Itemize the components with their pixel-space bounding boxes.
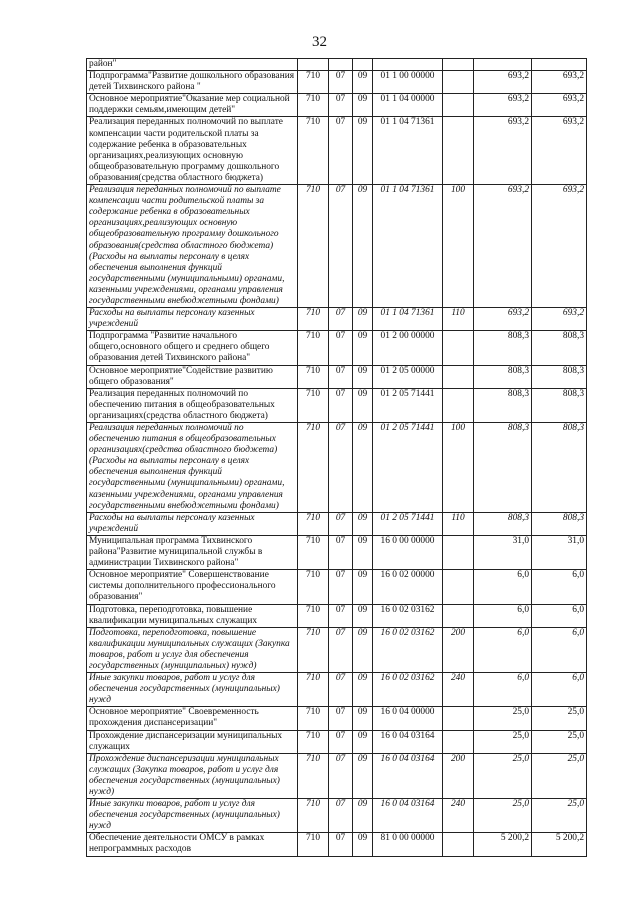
row-expense-type-cell: [443, 535, 474, 569]
row-name-cell: Подпрограмма "Развитие начального общего,основного общего и среднего общего образования детей Тихвинского района": [87, 331, 298, 365]
row-expense-type-cell: 110: [443, 308, 474, 331]
row-expense-type-cell: [443, 388, 474, 422]
row-name-cell: Реализация переданных полномочий по выплате компенсации части родительской платы за содержание ребенка в образовательных организациях,реализующих основную общеобразовательную программу дошкольного образования(средства областного бюджета): [87, 117, 298, 185]
row-name-cell: Реализация переданных полномочий по выплате компенсации части родительской платы за содержание ребенка в образовательных организациях,реализующих основную общеобразовательную программу дошкольного образования(средства областного бюджета) (Расходы на выплаты персоналу в целях обеспечения выполнения функций государственными (муниципальными) органами, казенными учреждениями, органами управления государственными внебюджетными фондами): [87, 185, 298, 308]
row-sum2-cell: 808,3: [532, 365, 587, 388]
row-glava-cell: 710: [298, 423, 329, 513]
row-name-cell: Основное мероприятие" Своевременность прохождения диспансеризации": [87, 707, 298, 730]
row-sum2-cell: 693,2: [532, 71, 587, 94]
row-name-cell: Подготовка, переподготовка, повышение квалификации муниципальных служащих: [87, 604, 298, 627]
table-row: [87, 512, 587, 535]
row-subsection-cell: 09: [353, 753, 373, 798]
row-section-cell: 07: [329, 423, 353, 513]
row-sum-cell: 693,2: [474, 71, 532, 94]
row-target-article-cell: 16 0 04 03164: [373, 799, 443, 833]
row-target-article-cell: 16 0 04 03164: [373, 753, 443, 798]
table-row: [87, 365, 587, 388]
table-row: [87, 331, 587, 365]
row-sum-cell: 5 200,2: [474, 833, 532, 856]
row-name-cell: Основное мероприятие" Совершенствование системы дополнительного профессионального образования": [87, 570, 298, 604]
row-expense-type-cell: 200: [443, 753, 474, 798]
row-sum-cell: 25,0: [474, 799, 532, 833]
row-glava-cell: 710: [298, 388, 329, 422]
row-glava-cell: 710: [298, 673, 329, 707]
row-sum2-cell: 693,2: [532, 117, 587, 185]
budget-table: [86, 58, 587, 857]
row-sum-cell: 808,3: [474, 365, 532, 388]
row-section-cell: 07: [329, 570, 353, 604]
row-sum2-cell: 25,0: [532, 730, 587, 753]
row-glava-cell: 710: [298, 117, 329, 185]
row-section-cell: 07: [329, 308, 353, 331]
row-glava-cell: 710: [298, 535, 329, 569]
row-name-cell: Основное мероприятие"Содействие развитию общего образования": [87, 365, 298, 388]
table-body: [87, 59, 587, 857]
row-name-cell: Обеспечение деятельности ОМСУ в рамках непрограммных расходов: [87, 833, 298, 856]
row-sum2-cell: 25,0: [532, 753, 587, 798]
row-section-cell: 07: [329, 707, 353, 730]
row-section-cell: 07: [329, 799, 353, 833]
row-sum-cell: 808,3: [474, 423, 532, 513]
row-name-cell: Расходы на выплаты персоналу казенных учреждений: [87, 512, 298, 535]
row-section-cell: 07: [329, 730, 353, 753]
row-section-cell: [329, 59, 353, 71]
row-expense-type-cell: 100: [443, 185, 474, 308]
row-sum-cell: 6,0: [474, 604, 532, 627]
row-glava-cell: 710: [298, 604, 329, 627]
row-target-article-cell: 16 0 02 03162: [373, 604, 443, 627]
row-subsection-cell: 09: [353, 673, 373, 707]
table-row: [87, 799, 587, 833]
row-glava-cell: 710: [298, 627, 329, 672]
row-glava-cell: 710: [298, 185, 329, 308]
row-sum-cell: 808,3: [474, 331, 532, 365]
row-section-cell: 07: [329, 535, 353, 569]
row-section-cell: 07: [329, 94, 353, 117]
row-glava-cell: [298, 59, 329, 71]
row-sum-cell: [474, 59, 532, 71]
row-sum-cell: 25,0: [474, 707, 532, 730]
row-glava-cell: 710: [298, 365, 329, 388]
row-subsection-cell: 09: [353, 331, 373, 365]
row-section-cell: 07: [329, 753, 353, 798]
table-row: [87, 753, 587, 798]
table-row: [87, 94, 587, 117]
table-row: [87, 604, 587, 627]
row-subsection-cell: 09: [353, 570, 373, 604]
row-section-cell: 07: [329, 117, 353, 185]
row-subsection-cell: 09: [353, 535, 373, 569]
row-subsection-cell: 09: [353, 627, 373, 672]
row-target-article-cell: 01 1 04 71361: [373, 117, 443, 185]
row-sum-cell: 6,0: [474, 570, 532, 604]
row-target-article-cell: 01 2 05 71441: [373, 388, 443, 422]
row-sum2-cell: 6,0: [532, 627, 587, 672]
row-target-article-cell: 16 0 04 03164: [373, 730, 443, 753]
row-section-cell: 07: [329, 388, 353, 422]
row-target-article-cell: 81 0 00 00000: [373, 833, 443, 856]
row-expense-type-cell: [443, 117, 474, 185]
row-target-article-cell: 01 1 04 71361: [373, 185, 443, 308]
row-expense-type-cell: [443, 707, 474, 730]
row-target-article-cell: 01 2 00 00000: [373, 331, 443, 365]
row-expense-type-cell: [443, 730, 474, 753]
row-subsection-cell: 09: [353, 707, 373, 730]
row-section-cell: 07: [329, 71, 353, 94]
row-target-article-cell: 16 0 04 00000: [373, 707, 443, 730]
row-sum2-cell: 25,0: [532, 799, 587, 833]
row-subsection-cell: 09: [353, 512, 373, 535]
row-section-cell: 07: [329, 673, 353, 707]
row-expense-type-cell: [443, 94, 474, 117]
table-row: [87, 117, 587, 185]
row-sum2-cell: 31,0: [532, 535, 587, 569]
row-target-article-cell: [373, 59, 443, 71]
table-row: [87, 730, 587, 753]
row-target-article-cell: 16 0 02 03162: [373, 627, 443, 672]
row-expense-type-cell: 240: [443, 673, 474, 707]
row-sum2-cell: 693,2: [532, 185, 587, 308]
row-name-cell: Прохождение диспансеризации муниципальных служащих: [87, 730, 298, 753]
row-subsection-cell: 09: [353, 799, 373, 833]
row-target-article-cell: 01 2 05 71441: [373, 423, 443, 513]
row-section-cell: 07: [329, 604, 353, 627]
row-name-cell: Подпрограмма"Развитие дошкольного образования детей Тихвинского района ": [87, 71, 298, 94]
row-sum2-cell: 693,2: [532, 308, 587, 331]
row-target-article-cell: 16 0 02 00000: [373, 570, 443, 604]
row-subsection-cell: 09: [353, 833, 373, 856]
row-name-cell: Расходы на выплаты персоналу казенных учреждений: [87, 308, 298, 331]
row-name-cell: Основное мероприятие"Оказание мер социальной поддержки семьям,имеющим детей": [87, 94, 298, 117]
row-section-cell: 07: [329, 512, 353, 535]
row-section-cell: 07: [329, 331, 353, 365]
row-section-cell: 07: [329, 365, 353, 388]
row-target-article-cell: 01 1 04 71361: [373, 308, 443, 331]
row-subsection-cell: 09: [353, 730, 373, 753]
table-row: [87, 185, 587, 308]
row-section-cell: 07: [329, 833, 353, 856]
row-name-cell: Иные закупки товаров, работ и услуг для обеспечения государственных (муниципальных) нужд: [87, 799, 298, 833]
table-row: [87, 423, 587, 513]
row-glava-cell: 710: [298, 833, 329, 856]
row-expense-type-cell: [443, 833, 474, 856]
row-glava-cell: 710: [298, 799, 329, 833]
table-row: [87, 308, 587, 331]
row-target-article-cell: 01 1 04 00000: [373, 94, 443, 117]
row-sum2-cell: 5 200,2: [532, 833, 587, 856]
row-glava-cell: 710: [298, 331, 329, 365]
row-sum2-cell: [532, 59, 587, 71]
row-name-cell: Реализация переданных полномочий по обеспечению питания в общеобразовательных организациях(средства областного бюджета) (Расходы на выплаты персоналу в целях обеспечения выполнения функций государственными (муниципальными) органами, казенными учреждениями, органами управления государственными внебюджетными фондами): [87, 423, 298, 513]
row-sum2-cell: 25,0: [532, 707, 587, 730]
table-row: [87, 627, 587, 672]
row-name-cell: Реализация переданных полномочий по обеспечению питания в общеобразовательных организациях(средства областного бюджета): [87, 388, 298, 422]
row-target-article-cell: 01 2 05 71441: [373, 512, 443, 535]
table-row: [87, 59, 587, 71]
row-expense-type-cell: [443, 331, 474, 365]
row-expense-type-cell: [443, 365, 474, 388]
page-number: 32: [312, 34, 327, 50]
row-subsection-cell: 09: [353, 604, 373, 627]
row-expense-type-cell: [443, 570, 474, 604]
row-subsection-cell: 09: [353, 423, 373, 513]
row-sum2-cell: 808,3: [532, 423, 587, 513]
row-expense-type-cell: 100: [443, 423, 474, 513]
row-sum-cell: 808,3: [474, 512, 532, 535]
row-sum-cell: 6,0: [474, 673, 532, 707]
row-sum-cell: 808,3: [474, 388, 532, 422]
row-expense-type-cell: 110: [443, 512, 474, 535]
row-name-cell: Прохождение диспансеризации муниципальных служащих (Закупка товаров, работ и услуг для обеспечения государственных (муниципальных) нужд): [87, 753, 298, 798]
row-glava-cell: 710: [298, 308, 329, 331]
row-expense-type-cell: 240: [443, 799, 474, 833]
row-subsection-cell: 09: [353, 365, 373, 388]
table-row: [87, 535, 587, 569]
row-name-cell: Подготовка, переподготовка, повышение квалификации муниципальных служащих (Закупка товаров, работ и услуг для обеспечения государственных (муниципальных) нужд): [87, 627, 298, 672]
row-subsection-cell: 09: [353, 185, 373, 308]
row-sum-cell: 693,2: [474, 94, 532, 117]
row-sum2-cell: 693,2: [532, 94, 587, 117]
table-row: [87, 71, 587, 94]
row-name-cell: Иные закупки товаров, работ и услуг для обеспечения государственных (муниципальных) нужд: [87, 673, 298, 707]
row-sum-cell: 31,0: [474, 535, 532, 569]
row-sum-cell: 693,2: [474, 308, 532, 331]
row-expense-type-cell: [443, 59, 474, 71]
row-subsection-cell: 09: [353, 71, 373, 94]
row-subsection-cell: [353, 59, 373, 71]
row-subsection-cell: 09: [353, 117, 373, 185]
row-sum2-cell: 6,0: [532, 570, 587, 604]
row-sum-cell: 25,0: [474, 753, 532, 798]
row-name-cell: район": [87, 59, 298, 71]
row-target-article-cell: 01 2 05 00000: [373, 365, 443, 388]
table-row: [87, 707, 587, 730]
row-section-cell: 07: [329, 627, 353, 672]
row-expense-type-cell: [443, 604, 474, 627]
row-glava-cell: 710: [298, 512, 329, 535]
row-sum-cell: 693,2: [474, 117, 532, 185]
row-sum2-cell: 808,3: [532, 331, 587, 365]
row-sum2-cell: 808,3: [532, 388, 587, 422]
table-row: [87, 833, 587, 856]
row-sum-cell: 693,2: [474, 185, 532, 308]
row-sum2-cell: 808,3: [532, 512, 587, 535]
row-subsection-cell: 09: [353, 94, 373, 117]
row-subsection-cell: 09: [353, 388, 373, 422]
row-target-article-cell: 16 0 02 03162: [373, 673, 443, 707]
row-glava-cell: 710: [298, 753, 329, 798]
row-glava-cell: 710: [298, 71, 329, 94]
row-expense-type-cell: [443, 71, 474, 94]
row-target-article-cell: 16 0 00 00000: [373, 535, 443, 569]
row-sum-cell: 6,0: [474, 627, 532, 672]
row-target-article-cell: 01 1 00 00000: [373, 71, 443, 94]
row-sum2-cell: 6,0: [532, 604, 587, 627]
row-glava-cell: 710: [298, 94, 329, 117]
table-row: [87, 388, 587, 422]
table-row: [87, 570, 587, 604]
row-glava-cell: 710: [298, 730, 329, 753]
table-row: [87, 673, 587, 707]
row-name-cell: Муниципальная программа Тихвинского района"Развитие муниципальной службы в администрации Тихвинского района": [87, 535, 298, 569]
row-glava-cell: 710: [298, 707, 329, 730]
row-section-cell: 07: [329, 185, 353, 308]
row-sum-cell: 25,0: [474, 730, 532, 753]
row-glava-cell: 710: [298, 570, 329, 604]
row-sum2-cell: 6,0: [532, 673, 587, 707]
row-expense-type-cell: 200: [443, 627, 474, 672]
row-subsection-cell: 09: [353, 308, 373, 331]
